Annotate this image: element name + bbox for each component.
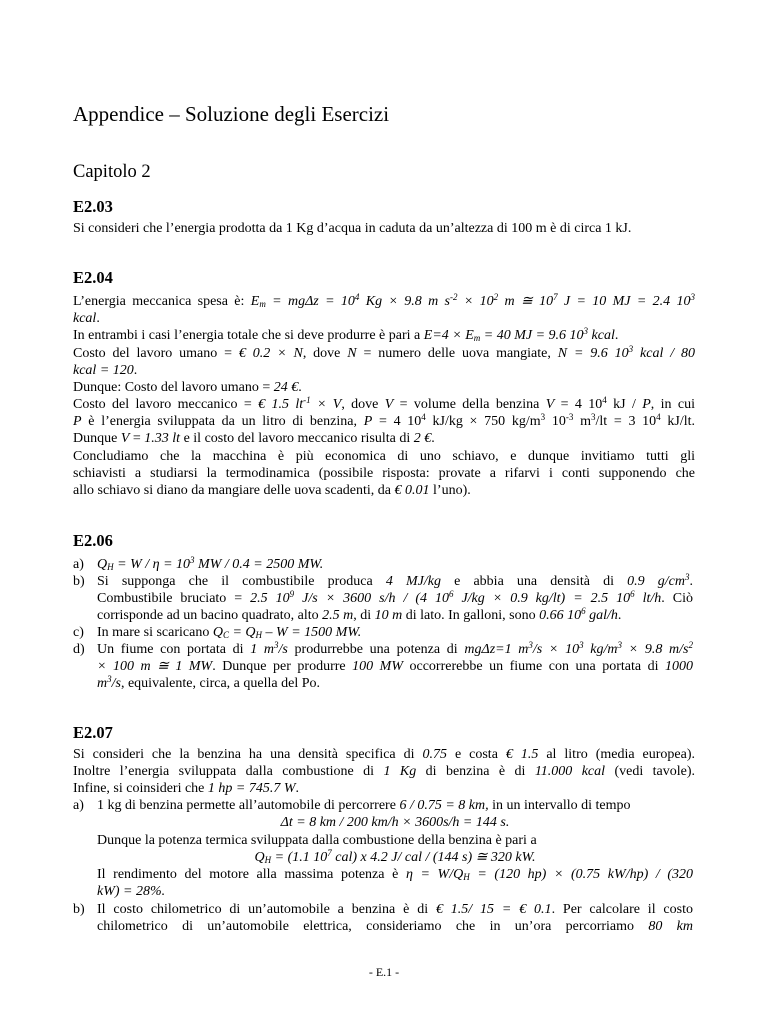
e207-item-a-line-3: Dunque la potenza termica sviluppata dalla combustione della benzina è pari a [97,833,537,848]
e206-item-a: $Q_H = W / \eta = 10^3$ MW / 0.4 = 2500 MW. [97,555,324,572]
e204-line-7: Costo del lavoro meccanico = € 1.5 $lt^{-1} \times V$, dove V = volume della benzina V = 4 $10^4$ kJ / P, in cui [73,395,695,412]
e207-line-3: Infine, si coinsideri che 1 hp = 745.7 W. [73,781,300,796]
chapter-title: Capitolo 2 [73,162,151,182]
e206-item-d-line-1: Un fiume con portata di 1 $m^3/s$ produrrebbe una potenza di mgΔz=1 $m^3/s \times 10^3$ $kg/m^3 \times 9.8$ $m/s^2$ [97,640,693,657]
e204-line-8: P è l’energia sviluppata da un litro di benzina, P = 4 $10^4$ kJ/kg × 750 $kg/m^3$ $10^{-3}$ $m^3/lt = 3$ $10^4$ kJ/lt. [73,412,695,429]
e204-line-11: schiavisti a studiarsi la termodinamica (possibile risposta: provate a rifarvi i conti supponendo che [73,466,695,481]
e207-line-1: Si consideri che la benzina ha una densità specifica di 0.75 e costa € 1.5 al litro (media europea). [73,747,696,762]
exercise-heading-e207: E2.07 [73,723,113,742]
e206-item-b-line-3: corrisponde ad un bacino quadrato, alto 2.5 m, di 10 m di lato. In galloni, sono 0.66 $10^6$ gal/h. [97,606,622,623]
e206-item-c: In mare si scaricano $Q_C = Q_H - W = 1500$ MW. [97,625,362,640]
e207-item-b-marker: b) [73,902,85,917]
e204-line-4: Costo del lavoro umano = € 0.2 × N, dove N = numero delle uova mangiate, N = 9.6 $10^3$ kcal / 80 [73,344,695,361]
e207-item-a-line-5: Il rendimento del motore alla massima potenza è $\eta = W/Q_H = (120$ hp) × (0.75 kW/hp) / (320 [97,867,694,882]
e207-item-a-marker: a) [73,798,84,813]
exercise-heading-e203: E2.03 [73,197,113,216]
e207-item-a-line-6: kW) = 28%. [97,884,166,899]
e204-line-3: In entrambi i casi l’energia totale che si deve produrre è pari a $E=4 \times E_m = 40$ MJ = 9.6 $10^3$ kcal. [73,326,619,343]
e204-line-5: kcal = 120. [73,363,138,378]
e206-item-b-line-2: Combustibile bruciato = 2.5 $10^9$ J/s × 3600 s/h / (4 $10^6$ J/kg × 0.9 kg/lt) = 2.5 $10^6$ lt/h. Ciò [97,589,694,606]
e207-line-2: Inoltre l’energia sviluppata dalla combustione di 1 Kg di benzina è di 11.000 kcal (vedi tavole). [73,764,696,779]
page-title: Appendice – Soluzione degli Esercizi [73,102,390,126]
e206-item-d-marker: d) [73,642,85,657]
e204-line-1: L’energia meccanica spesa è: $E_m = mg\Delta z = 10^4$ Kg × 9.8 m $s^{-2} \times 10^2$ m ≅ $10^7$ J = 10 MJ = 2.4 $10^3$ [73,292,696,309]
e206-item-c-marker: c) [73,625,84,640]
e204-line-2: kcal. [73,311,100,326]
e206-item-d-line-3: $m^3/s$, equivalente, circa, a quella del Po. [97,674,320,691]
e204-line-6: Dunque: Costo del lavoro umano = 24 €. [73,380,302,395]
e204-line-9: Dunque V = 1.33 lt e il costo del lavoro meccanico risulta di 2 €. [73,431,435,446]
e207-item-b-line-1: Il costo chilometrico di un’automobile a benzina è di € 1.5/ 15 = € 0.1. Per calcolare il costo [97,902,693,917]
exercise-heading-e204: E2.04 [73,268,113,287]
e207-item-a-line-2: Δt = 8 km / 200 km/h × 3600s/h = 144 s. [280,815,510,830]
e204-line-12: allo schiavo si diano da mangiare delle uova scadenti, da € 0.01 l’uno). [73,483,471,498]
e204-line-10: Concludiamo che la macchina è più economica di uno schiavo, e dunque invitiamo tutti gli [73,449,695,464]
exercise-heading-e206: E2.06 [73,531,113,550]
e207-item-b-line-2: chilometrico di un’automobile elettrica, consideriamo che in un’ora percorriamo 80 km [97,919,693,934]
e206-item-a-marker: a) [73,557,84,572]
e206-item-d-line-2: × 100 m ≅ 1 MW. Dunque per produrre 100 MW occorrerebbe un fiume con una portata di 1000 [97,659,693,674]
e206-item-b-marker: b) [73,574,85,589]
page-number: - E.1 - [368,965,400,979]
e206-item-b-line-1: Si supponga che il combustibile produca 4 MJ/kg e abbia una densità di 0.9 $g/cm^3$. [97,572,693,589]
e203-text: Si consideri che l’energia prodotta da 1 Kg d’acqua in caduta da un’altezza di 100 m è di circa 1 kJ. [73,221,632,236]
e207-item-a-line-1: 1 kg di benzina permette all’automobile di percorrere 6 / 0.75 = 8 km, in un intervallo di tempo [97,798,631,813]
e207-item-a-line-4: $Q_H = (1.1$ $10^7$ cal) x 4.2 J/ cal / (144 s) ≅ 320 kW. [254,848,536,865]
